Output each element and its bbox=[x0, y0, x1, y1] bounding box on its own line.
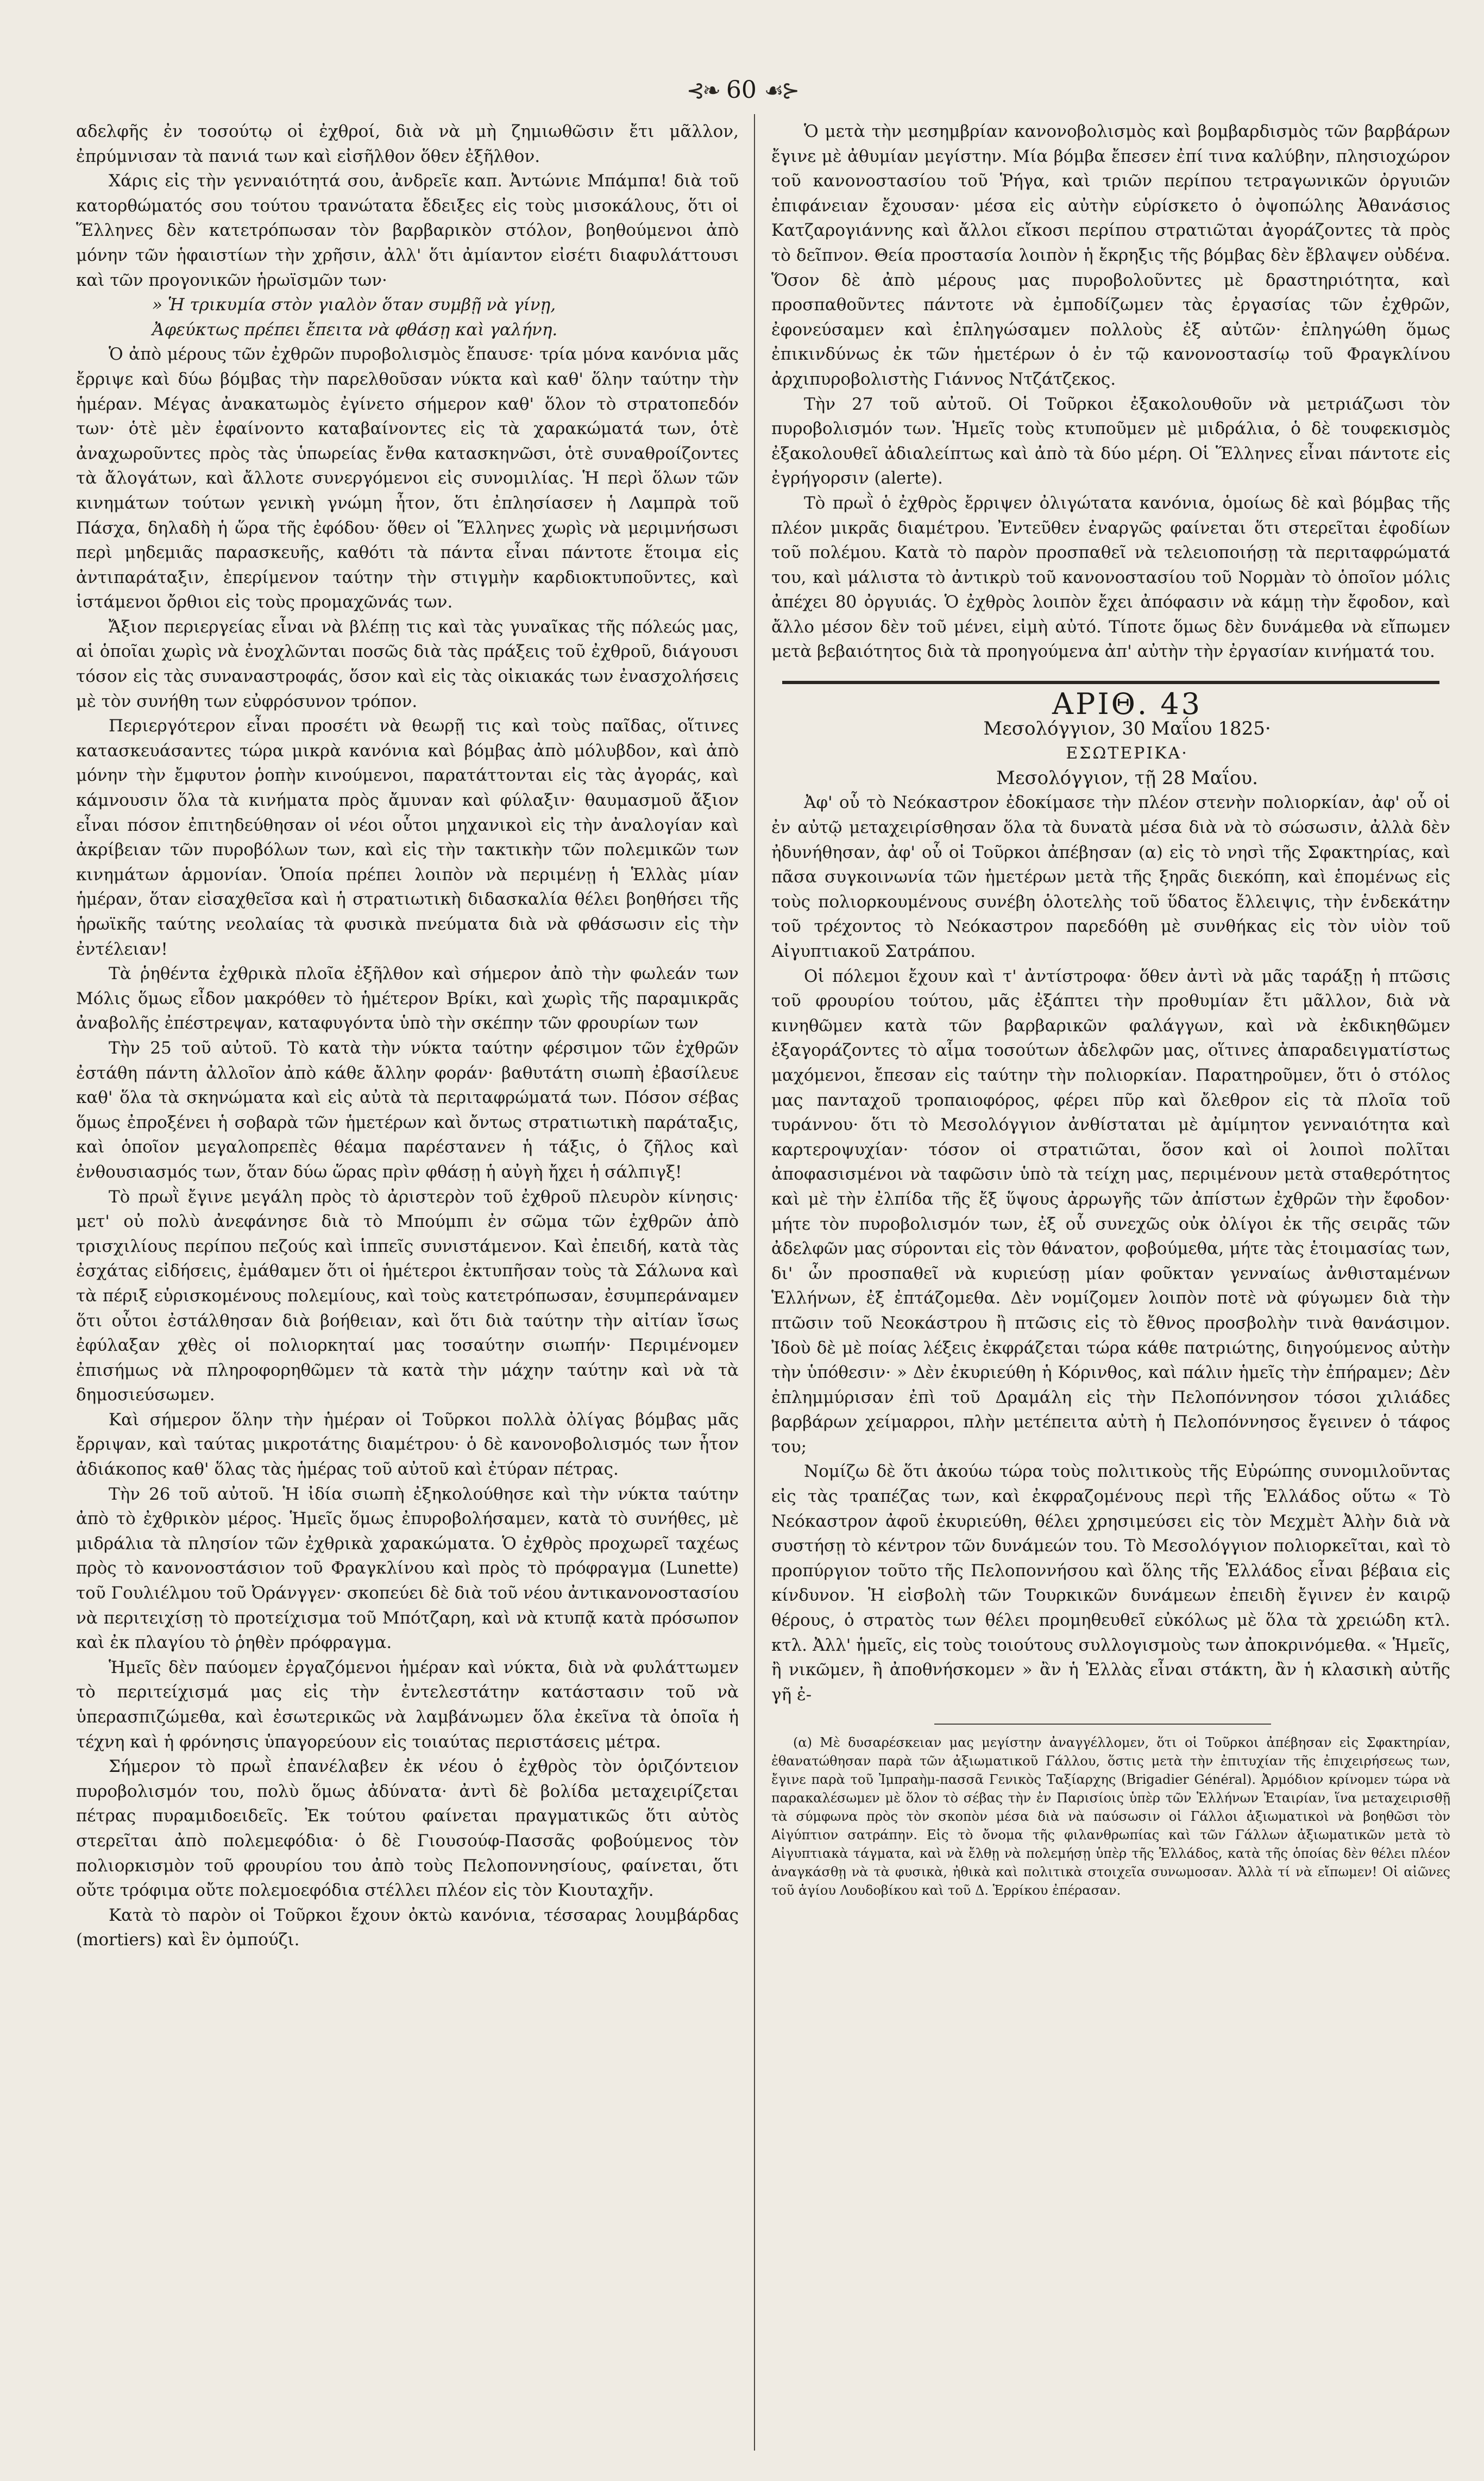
verse-line: Ἀφεύκτως πρέπει ἔπειτα νὰ φθάσῃ καὶ γαλήνη. bbox=[152, 319, 558, 340]
right-column bbox=[771, 120, 1450, 2445]
page-number: 60 bbox=[726, 76, 757, 104]
section-rule bbox=[782, 681, 1439, 684]
paragraph: Ἄξιον περιεργείας εἶναι νὰ βλέπῃ τις καὶ τὰς γυναῖκας τῆς πόλεώς μας, αἱ ὁποῖαι χωρὶς νὰ ἐνοχλῶνται ποσῶς διὰ τὰς πράξεις τοῦ ἐχθροῦ, διάγουσι τόσον εἰς τὰς συναναστροφάς, ὅσον καὶ εἰς τὰς οἰκιακάς των ἐνασχολήσεις μὲ τὸν συνήθη των εὐφρόσυνον τρόπον. bbox=[76, 617, 739, 711]
left-column bbox=[76, 120, 739, 2445]
paragraph: Τὸ πρωῒ ὁ ἐχθρὸς ἔρριψεν ὀλιγώτατα κανόνια, ὁμοίως δὲ καὶ βόμβας τῆς πλέον μικρᾶς διαμέτρου. Ἐντεῦθεν ἐναργῶς φαίνεται ὅτι στερεῖται ἐφοδίων τοῦ πολέμου. Κατὰ τὸ παρὸν προσπαθεῖ νὰ τελειοποιήσῃ τὰ περιταφρώματά του, καὶ μάλιστα τὸ ἀντικρὺ τοῦ κανονοστασίου τοῦ Νορμὰν τὸ ὁποῖον μόλις ἀπέχει 80 ὀργυιάς. Ὁ ἐχθρὸς λοιπὸν ἔχει ἀπόφασιν νὰ κάμῃ τὴν ἔφοδον, καὶ ἄλλο μέσον δὲν τοῦ μένει, εἰμὴ αὐτό. Τίποτε ὅμως δὲν δυνάμεθα νὰ εἴπωμεν μετὰ βεβαιότητος διὰ τὰ προηγούμενα ἀπ' αὐτὴν τὴν ἐργασίαν κινήματά του. bbox=[771, 493, 1450, 662]
issue-dateline: Μεσολόγγιον, 30 Μαΐου 1825· bbox=[983, 717, 1271, 740]
paragraph: Περιεργότερον εἶναι προσέτι νὰ θεωρῇ τις καὶ τοὺς παῖδας, οἵτινες κατασκευάσαντες τώρα μικρὰ κανόνια καὶ βόμβας ἀπὸ μόλυβδον, καὶ ἀπὸ μόνην τὴν ἔμφυτον ῥοπὴν κινούμενοι, παρατάττονται εἰς τὰς ἀγοράς, καὶ κάμνουσιν ὅλα τὰ κινήματα πρὸς ἄμυναν καὶ φύλαξιν· θαυμασμοῦ ἄξιον εἶναι πόσον ἐπιτηδεύθησαν οἱ νέοι οὗτοι μηχανικοὶ εἰς τὴν ἀναλογίαν καὶ ἀκρίβειαν τῶν πυροβόλων των, καὶ εἰς τὴν τακτικὴν τῶν πολεμικῶν των κινημάτων ἁρμονίαν. Ὁποία πρέπει λοιπὸν νὰ περιμένῃ ἡ Ἑλλὰς μίαν ἡμέραν, ὅταν εἰσαχθεῖσα καὶ ἡ στρατιωτικὴ διδασκαλία θέλει βοηθήσει τῆς ἡρωϊκῆς ταύτης νεολαίας τὰ φυσικὰ πνεύματα διὰ νὰ φθάσωσιν εἰς τὴν ἐντέλειαν! bbox=[76, 716, 739, 959]
paragraph: Τὴν 25 τοῦ αὐτοῦ. Τὸ κατὰ τὴν νύκτα ταύτην φέρσιμον τῶν ἐχθρῶν ἐστάθη πάντη ἀλλοῖον ἀπὸ κάθε ἄλλην φοράν· βαθυτάτη σιωπὴ ἐβασίλευε καθ' ὅλα τὰ σκηνώματα καὶ εἰς αὐτὰ τὰ περιταφρώματά των. Πόσον σέβας ὅμως ἐπροξένει ἡ σοβαρὰ τῶν ἡμετέρων καὶ ὄντως στρατιωτικὴ παράταξις, καὶ ὁποῖον μεγαλοπρεπὲς θέαμα παρέστανεν ἡ τάξις, ὁ ζῆλος καὶ ἐνθουσιασμός των, ὅταν δύω ὥρας πρὶν φθάσῃ ἡ αὐγὴ ἤχει ἡ σάλπιγξ! bbox=[76, 1038, 739, 1182]
section-heading: ΕΣΩΤΕΡΙΚΑ· bbox=[1066, 744, 1189, 763]
paragraph: Τὸ πρωῒ ἔγινε μεγάλη πρὸς τὸ ἀριστερὸν τοῦ ἐχθροῦ πλευρὸν κίνησις· μετ' οὐ πολὺ ἀνεφάνησε διὰ τὸ Μπούμπι ἐν σῶμα τῶν ἐχθρῶν ἀπὸ τρισχιλίους περίπου πεζούς καὶ ἱππεῖς συνιστάμενον. Καὶ ἐπειδή, κατὰ τὰς ἐσχάτας εἰδήσεις, ἐμάθαμεν ὅτι οἱ ἡμέτεροι ἐκτυπῆσαν τοὺς τὰ Σάλωνα καὶ τὰ πέριξ εὑρισκομένους πολεμίους, καὶ τοὺς κατετρόπωσαν, ἐσυμπεράναμεν ὅτι οὗτοι ἐστάλθησαν διὰ βοήθειαν, καὶ ὅτι διὰ ταύτην τὴν αἰτίαν ἴσως ἐφύλαξαν χθὲς οἱ πολιορκηταί μας τοσαύτην σιωπήν· Περιμένομεν ἐπισήμως νὰ πληροφορηθῶμεν τὰ κατὰ τὴν μάχην ταύτην καὶ νὰ τὰ δημοσιεύσωμεν. bbox=[76, 1187, 739, 1405]
paragraph: Τὴν 27 τοῦ αὐτοῦ. Οἱ Τοῦρκοι ἐξακολουθοῦν νὰ μετριάζωσι τὸν πυροβολισμόν των. Ἡμεῖς τοὺς κτυποῦμεν μὲ μιδράλια, ὁ δὲ τουφεκισμὸς ἐξακολουθεῖ ἀδιαλείπτως καὶ ἀπὸ τὰ δύο μέρη. Οἱ Ἕλληνες εἶναι πάντοτε εἰς ἐγρήγορσιν (alerte). bbox=[771, 394, 1450, 488]
issue-number: ΑΡΙΘ. 43 bbox=[1052, 687, 1202, 722]
page-header bbox=[0, 76, 1484, 109]
footnote bbox=[771, 1733, 1450, 1900]
paragraph: Ὁ μετὰ τὴν μεσημβρίαν κανονοβολισμὸς καὶ βομβαρδισμὸς τῶν βαρβάρων ἔγινε μὲ ἀθυμίαν μεγίστην. Μία βόμβα ἔπεσεν ἐπί τινα καλύβην, πλησιοχώρον τοῦ κανονοστασίου τοῦ Ῥήγα, καὶ τριῶν περίπου τετραγωνικῶν ὀργυιῶν ἐπιφάνειαν ἔχουσαν· μέσα εἰς αὐτὴν εὑρίσκετο ὁ ὀψοπώλης Ἀθανάσιος Κατζαρογιάννης καὶ ἄλλοι εἴκοσι περίπου στρατιῶται ἀγοράζοντες τὰ πρὸς τὸ δεῖπνον. Θεία προστασία λοιπὸν ἡ ἔκρηξις τῆς βόμβας δὲν ἔβλαψεν οὐδένα. Ὅσον δὲ ἀπὸ μέρους μας πυροβολοῦντες μὲ δραστηριότητα, καὶ προσπαθοῦντες πάντοτε νὰ ἐμποδίζωμεν τὰς ἐργασίας τῶν ἐχθρῶν, ἐφονεύσαμεν καὶ ἐπληγώσαμεν πολλοὺς ἐξ αὐτῶν· ἐπληγώθη ὅμως ἐπικινδύνως ἐκ τῶν ἡμετέρων ὁ ἐν τῷ κανονοστασίῳ τοῦ Φραγκλίνου ἀρχιπυροβολιστὴς Γιάννος Ντζάτζεκος. bbox=[771, 122, 1450, 389]
paragraph: Κατὰ τὸ παρὸν οἱ Τοῦρκοι ἔχουν ὀκτὼ κανόνια, τέσσαρας λουμβάρδας (mortiers) καὶ ἓν ὀμπούζι. bbox=[76, 1905, 739, 1950]
paragraph: Ἡμεῖς δὲν παύομεν ἐργαζόμενοι ἡμέραν καὶ νύκτα, διὰ νὰ φυλάττωμεν τὸ περιτείχισμά μας εἰς τὴν ἐντελεστάτην κατάστασιν τοῦ νὰ ὑπερασπιζώμεθα, καὶ ἐσωτερικῶς νὰ λαμβάνωμεν ὅλα ἐκεῖνα τὰ ὁποῖα ἡ τέχνη καὶ ἡ φρόνησις ὑπαγορεύουν εἰς τοιαύτας περιστάσεις μέτρα. bbox=[76, 1657, 739, 1752]
paragraph: Οἱ πόλεμοι ἔχουν καὶ τ' ἀντίστροφα· ὅθεν ἀντὶ νὰ μᾶς ταράξῃ ἡ πτῶσις τοῦ φρουρίου τούτου, μᾶς ἐξάπτει τὴν προθυμίαν ἔτι μᾶλλον, διὰ νὰ κινηθῶμεν κατὰ τῶν βαρβαρικῶν φαλάγγων, καὶ νὰ ἐκδικηθῶμεν ἐξαγοράζοντες τὸ αἷμα τοσούτων ἀδελφῶν μας, οἵτινες ἀπαραδειγματίστως μαχόμενοι, ἔπεσαν εἰς ταύτην τὴν πολιορκίαν. Παρατηροῦμεν, ὅτι ὁ στόλος μας πανταχοῦ τροπαιοφόρος, φέρει πῦρ καὶ ὄλεθρον εἰς τὰ πλοῖα τοῦ τυράννου· ὅτι τὸ Μεσολόγγιον ἀνθίσταται μὲ ἀμίμητον γενναιότητα καὶ καρτεροψυχίαν· τόσον οἱ στρατιῶται, ὅσον καὶ οἱ λοιποὶ πολῖται ἀποφασισμένοι νὰ ταφῶσιν ὑπὸ τὰ τείχη μας, περιμένουν μετὰ σταθερότητος καὶ μὲ τὴν ἐλπίδα τῆς ἔξ ὕψους ἀρρωγῆς τῶν ἀπίστων ἐχθρῶν τὴν ἔφοδον· μήτε τὸν πυροβολισμόν των, ἐξ οὗ συνεχῶς οὐκ ὀλίγοι ἐκ τῆς σειρᾶς τῶν ἀδελφῶν μας σύρονται εἰς τὸν θάνατον, φοβούμεθα, μήτε τὰς ἑτοιμασίας των, δι' ὧν προσπαθεῖ νὰ κυριεύσῃ μίαν φοῦκταν γενναίως ἀνθισταμένων Ἑλλήνων, ἐξ ἐπτάζομεθα. Δὲν νομίζομεν λοιπὸν ποτὲ νὰ φύγωμεν διὰ τὴν πτῶσιν τοῦ Νεοκάστρου ἢ πτῶσις εἰς τὸ ἔθνος προσβολὴν τινὰ θανάσιμον. Ἰδοὺ δὲ μὲ ποίας λέξεις ἐκφράζεται τώρα κάθε πατριώτης, διηγούμενος αὐτὴν τὴν ὑπόθεσιν· » Δὲν ἐκυριεύθη ἡ Κόρινθος, καὶ πάλιν ἡμεῖς τὴν ἐπήραμεν; Δὲν ἐπλημμύρισαν ἐπὶ τοῦ Δραμάλη εἰς τὴν Πελοπόννησον τόσοι χιλιάδες βαρβάρων χείμαρροι, πλὴν μετέπειτα αὐτὴ ἡ Πελοπόννησος ἔγεινεν ὁ τάφος του; bbox=[771, 966, 1450, 1457]
paragraph: αδελφῆς ἐν τοσούτῳ οἱ ἐχθροί, διὰ νὰ μὴ ζημιωθῶσιν ἔτι μᾶλλον, ἐπρύμνισαν τὰ πανιά των καὶ εἰσῆλθον ὅθεν ἐξῆλθον. bbox=[76, 122, 739, 166]
article-dateline: Μεσολόγγιον, τῇ 28 Μαΐου. bbox=[996, 767, 1258, 789]
column-divider bbox=[754, 114, 755, 2451]
paragraph: Τὴν 26 τοῦ αὐτοῦ. Ἡ ἰδία σιωπὴ ἐξηκολούθησε καὶ τὴν νύκτα ταύτην ἀπὸ τὸ ἐχθρικὸν μέρος. Ἡμεῖς ὅμως ἐπυροβολήσαμεν, κατὰ τὸ συνήθες, μὲ μιδράλια τὰ πλησίον τῶν ἐχθρικὰ χαρακώματα. Ὁ ἐχθρὸς προχωρεῖ ταχέως πρὸς τὸ κανονοστάσιον τοῦ Φραγκλίνου καὶ πρὸς τὸ πρόφραγμα (Lunette) τοῦ Γουλιέλμου τοῦ Ὀράνγγεν· σκοπεύει δὲ διὰ τοῦ νέου ἀντικανονοστασίου νὰ περιτειχίσῃ τὸ προτείχισμα τοῦ Μπότζαρη, καὶ νὰ κτυπᾷ κατὰ πρόσωπον καὶ ἐκ πλαγίου τὸ ῥηθὲν πρόφραγμα. bbox=[76, 1484, 739, 1653]
paragraph: Ἀφ' οὗ τὸ Νεόκαστρον ἐδοκίμασε τὴν πλέον στενὴν πολιορκίαν, ἀφ' οὗ οἱ ἐν αὐτῷ μεταχειρίσθησαν ὅλα τὰ δυνατὰ μέσα διὰ νὰ τὸ σώσωσιν, ἀλλὰ δὲν ἠδυνήθησαν, ἀφ' οὗ οἱ Τοῦρκοι ἀπέβησαν (α) εἰς τὸ νησὶ τῆς Σφακτηρίας, καὶ πᾶσα συγκοινωνία τῶν ἡμετέρων μετὰ τῆς ξηρᾶς διεκόπη, καὶ ἑπομένως εἰς τοὺς πολιορκουμένους συνέβη ὁλοτελὴς τοῦ ὕδατος ἔλλειψις, τὴν ἑνδεκάτην τοῦ τρέχοντος τὸ Νεόκαστρον παρεδόθη μὲ συνθήκας εἰς τὸν υἱὸν τοῦ Αἰγυπτιακοῦ Σατράπου. bbox=[771, 793, 1450, 961]
paragraph: Σήμερον τὸ πρωῒ ἐπανέλαβεν ἐκ νέου ὁ ἐχθρὸς τὸν ὁριζόντειον πυροβολισμόν του, πολὺ ὅμως ἀδύνατα· ἀντὶ δὲ βολίδα μεταχειρίζεται πέτρας πυραμιδοειδεῖς. Ἐκ τούτου φαίνεται πραγματικῶς ὅτι αὐτὸς στερεῖται ἀπὸ πολεμεφόδια· ὁ δὲ Γιουσούφ-Πασσᾶς φοβούμενος τὸν πολιορκισμὸν τοῦ φρουρίου του ἀπὸ τοὺς Πελοποννησίους, φαίνεται, ὅτι οὔτε τρόφιμα οὔτε πολεμοεφόδια στέλλει πλέον εἰς τὸν Κιουταχῆν. bbox=[76, 1757, 739, 1901]
verse-line: » Ἡ τρικυμία στὸν γιαλὸν ὅταν συμβῇ νὰ γίνῃ, bbox=[152, 295, 556, 315]
paragraph: Καὶ σήμερον ὅλην τὴν ἡμέραν οἱ Τοῦρκοι πολλὰ ὀλίγας βόμβας μᾶς ἔρριψαν, καὶ ταύτας μικροτάτης διαμέτρου· ὁ δὲ κανονοβολισμός των ἦτον ἀδιάκοπος καθ' ὅλας τὰς ἡμέρας τοῦ αὐτοῦ καὶ ἐτύραν πέτρας. bbox=[76, 1409, 739, 1480]
footnote-text: (α) Μὲ δυσαρέσκειαν μας μεγίστην ἀναγγέλλομεν, ὅτι οἱ Τοῦρκοι ἀπέβησαν εἰς Σφακτηρίαν, ἐθανατώθησαν παρὰ τῶν ἀξιωματικοῦ Γάλλου, ὅστις μετὰ τὴν ἐπιτυχίαν τῆς ἐπιχειρήσεως των, ἔγινε παρὰ τοῦ Ἰμπραὴμ-πασσᾶ Γενικὸς Ταξίαρχης (Brigadier Général). Ἀρμόδιον κρίνομεν τώρα νὰ παρακαλέσωμεν μὲ ὅλον τὸ σέβας τὴν ἐν Παρισίοις ὑπὲρ τῶν Ἑλλήνων Ἑταιρίαν, ἵνα μεταχειρισθῇ τὰ σύμφωνα πρὸς τὸν σκοπὸν μέσα διὰ νὰ παύσωσιν οἱ Γάλλοι ἀξιωματικοὶ νὰ βοηθῶσι τὸν Αἰγύπτιον σατράπην. Εἰς τὸ ὄνομα τῆς φιλανθρωπίας καὶ τῶν Γάλλων ἀξιωματικῶν μετὰ τὸ Αἰγυπτιακὰ τάγματα, καὶ νὰ ἔλθῃ νὰ πολεμήσῃ ὑπὲρ τῆς Ἑλλάδος, κατὰ τῆς ὁποίας δὲν θέλει πλέον ἀναγκάσθῃ νὰ τὰ φυσικὰ, ἠθικὰ καὶ πολιτικὰ στοιχεῖα συνωμοσαν. Ἀλλὰ τί νὰ εἴπωμεν! Οἱ αἰῶνες τοῦ ἁγίου Λουδοβίκου καὶ τοῦ Δ. Ἑρρίκου ἐπέρασαν. bbox=[771, 1735, 1450, 1899]
ornament-left-icon: ⊰❧ bbox=[686, 78, 719, 103]
paragraph: Ὁ ἀπὸ μέρους τῶν ἐχθρῶν πυροβολισμὸς ἔπαυσε· τρία μόνα κανόνια μᾶς ἔρριψε καὶ δύω βόμβας τὴν παρελθοῦσαν νύκτα καὶ καθ' ὅλην ταύτην τὴν ἡμέραν. Μέγας ἀνακατωμὸς ἐγίνετο σήμερον καθ' ὅλον τὸ στρατοπεδόν των· ὁτὲ μὲν ἐφαίνοντο καταβαίνοντες εἰς τὰ χαρακώματά των, ὁτὲ ἀναχωροῦντες πρὸς τὰς ὑπωρείας ἔνθα κατασκηνῶσι, ὁτὲ συναθροίζοντες τὰ ἄλογάτων, καὶ ἄλλοτε συνεργόμενοι εἰς συνομιλίας. Ἡ περὶ ὅλων τῶν κινημάτων τούτων γενικὴ γνώμη ἦτον, ὅτι ἐπλησίασεν ἡ Λαμπρὰ τοῦ Πάσχα, δηλαδὴ ἡ ὥρα τῆς ἐφόδου· ὅθεν οἱ Ἕλληνες χωρὶς νὰ μεριμνήσωσι περὶ μηδεμιᾶς παρασκευῆς, καθότι τὰ πάντα εἶναι πάντοτε ἕτοιμα εἰς ἀντιπαράταξιν, ἐπερίμενον ταύτην τὴν στιγμὴν καρδιοκτυποῦντες, καὶ ἱστάμενοι ὄρθιοι εἰς τοὺς προμαχῶνάς των. bbox=[76, 344, 739, 612]
paragraph: Νομίζω δὲ ὅτι ἀκούω τώρα τοὺς πολιτικοὺς τῆς Εὐρώπης συνομιλοῦντας εἰς τὰς τραπέζας των, καὶ ἐκφραζομένους περὶ τῆς Ἑλλάδος οὕτω « Τὸ Νεόκαστρον ἀφοῦ ἐκυριεύθη, θέλει χρησιμεύσει εἰς τὸν Μεχμὲτ Ἀλὴν διὰ νὰ συστήσῃ τὸ κέντρον τῶν δυνάμεών του. Τὸ Μεσολόγγιον πολιορκεῖται, καὶ τὸ προπύργιον τοῦτο τῆς Πελοποννήσου καὶ ὅλης τῆς Ἑλλάδος εἶναι βέβαια εἰς κίνδυνον. Ἡ εἰσβολὴ τῶν Τουρκικῶν δυνάμεων ἐπειδὴ ἔγινεν ἐν καιρῷ θέρους, ὁ στρατὸς των θέλει προμηθευθεῖ εὐκόλως μὲ ὅλα τὰ χρειώδη κτλ. κτλ. Ἀλλ' ἡμεῖς, εἰς τοὺς τοιούτους συλλογισμοὺς των ἀποκρινόμεθα. « Ἡμεῖς, ἢ νικῶμεν, ἢ ἀποθνήσκομεν » ἂν ἡ Ἑλλὰς εἶναι στάκτη, ἂν ἡ κλασικὴ αὐτῆς γῆ ἐ- bbox=[771, 1462, 1450, 1705]
paragraph: Χάρις εἰς τὴν γενναιότητά σου, ἀνδρεῖε καπ. Ἀντώνιε Μπάμπα! διὰ τοῦ κατορθώματός σου τούτου τρανώτατα ἔδειξες εἰς τοὺς μισοκάλους, ὅτι οἱ Ἕλληνες δὲν κατετρόπωσαν τὸν βαρβαρικὸν στόλον, βοηθούμενοι ἀπὸ μόνην τῶν ἡφαιστίων τὴν χρῆσιν, ἀλλ' ὅτι ἀμίαντον εἰσέτι διαφυλάττουσι καὶ τῶν προγονικῶν ἡρωϊσμῶν των· bbox=[76, 171, 739, 290]
footnote-rule bbox=[934, 1724, 1271, 1725]
paragraph: Τὰ ῥηθέντα ἐχθρικὰ πλοῖα ἐξῆλθον καὶ σήμερον ἀπὸ τὴν φωλεάν των Μόλις ὅμως εἶδον μακρόθεν τὸ ἡμέτερον Βρίκι, καὶ χωρὶς τῆς παραμικρᾶς ἀναβολῆς ἐπέστρεψαν, καταφυγόντα ὑπὸ τὴν σκέπην τῶν φρουρίων των bbox=[76, 964, 739, 1033]
ornament-right-icon: ☙⊱ bbox=[764, 78, 798, 103]
